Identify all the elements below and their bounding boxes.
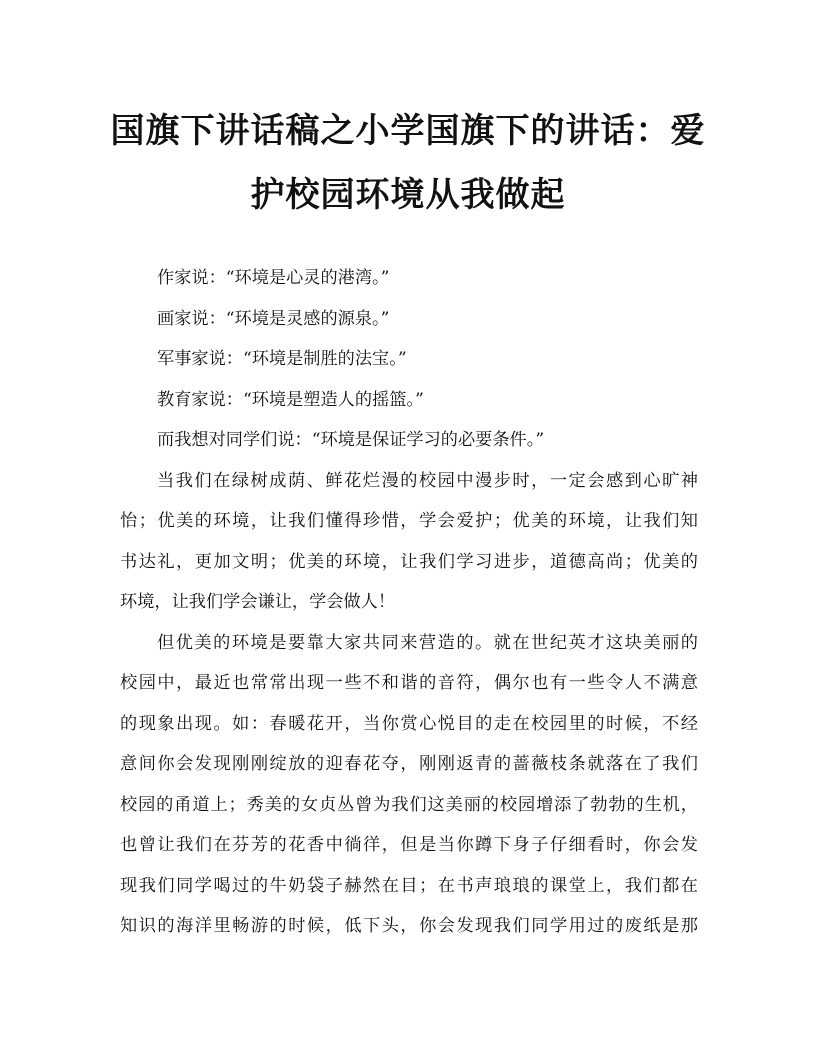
paragraph-2-line: 但优美的环境是要靠大家共同来营造的。就在世纪英才这块美丽的 — [157, 632, 698, 653]
paragraph-2-line: 校园的甬道上；秀美的女贞丛曾为我们这美丽的校园增添了勃勃的生机， — [120, 794, 698, 815]
quote-strategist: 军事家说：“环境是制胜的法宝。” — [157, 349, 407, 369]
document-title-line-1: 国旗下讲话稿之小学国旗下的讲话：爱 — [110, 111, 706, 151]
quote-writer: 作家说：“环境是心灵的港湾。” — [157, 268, 390, 288]
paragraph-2-line: 知识的海洋里畅游的时候，低下头，你会发现我们同学用过的废纸是那 — [120, 916, 698, 936]
paragraph-2-line: 校园中，最近也常常出现一些不和谐的音符，偶尔也有一些令人不满意 — [120, 673, 698, 693]
paragraph-2-line: 也曾让我们在芬芳的花香中徜徉，但是当你蹲下身子仔细看时，你会发 — [120, 835, 698, 855]
document-title-line-2: 护校园环境从我做起 — [250, 175, 566, 215]
paragraph-2-line: 的现象出现。如：春暖花开，当你赏心悦目的走在校园里的时候，不经 — [120, 713, 698, 734]
paragraph-1-line: 怡；优美的环境，让我们懂得珍惜，学会爱护；优美的环境，让我们知 — [120, 511, 698, 531]
paragraph-1-line: 环境，让我们学会谦让，学会做人！ — [120, 592, 396, 612]
paragraph-1-line: 书达礼，更加文明；优美的环境，让我们学习进步，道德高尚；优美的 — [120, 551, 698, 572]
quote-speaker: 而我想对同学们说：“环境是保证学习的必要条件。” — [157, 430, 545, 450]
quote-educator: 教育家说：“环境是塑造人的摇篮。” — [157, 389, 424, 410]
paragraph-1-line: 当我们在绿树成荫、鲜花烂漫的校园中漫步时，一定会感到心旷神 — [157, 470, 698, 491]
paragraph-2-line: 意间你会发现刚刚绽放的迎春花夺，刚刚返青的蔷薇枝条就落在了我们 — [120, 754, 698, 774]
document-body — [120, 258, 698, 947]
quote-painter: 画家说：“环境是灵感的源泉。” — [157, 308, 390, 329]
paragraph-2-line: 现我们同学喝过的牛奶袋子赫然在目；在书声琅琅的课堂上，我们都在 — [120, 875, 698, 896]
